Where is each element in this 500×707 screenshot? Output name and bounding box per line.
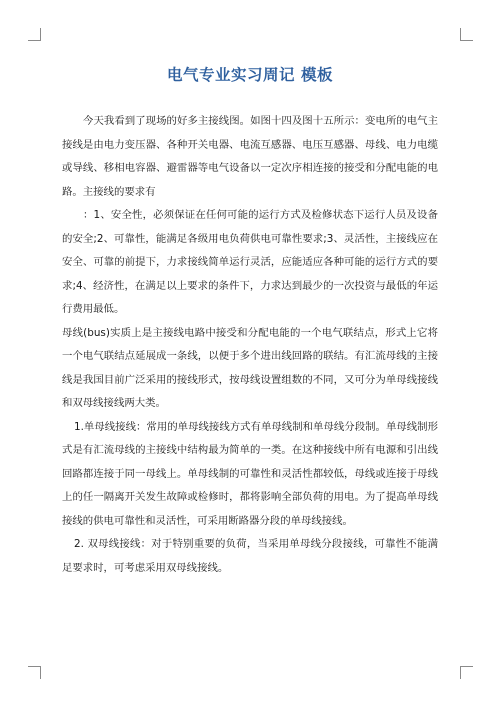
paragraph-bus: 母线(bus)实质上是主接线电路中接受和分配电能的一个电气联结点，形式上它将一个电气联结点延展成一条线，以便于多个进出线回路的联结。有汇流母线的主接线是我国目前广泛采用的接线形式，按母线设置组数的不同，又可分为单母线接线和双母线接线两大类。: [62, 326, 438, 409]
crop-mark-top-left: [28, 28, 41, 41]
crop-mark-bottom-right: [460, 666, 473, 679]
paragraph-intro: 今天我看到了现场的好多主接线图。如图十四及图十五所示：变电所的电气主接线是由电力变压器、各种开关电器、电流互感器、电压互感器、母线、电力电缆或导线、移相电容器、避雷器等电气设备以一定次序相连接的接受和分配电能的电路。主接线的要求有: [62, 115, 438, 198]
paragraph-single-bus: 1.单母线接线：常用的单母线接线方式有单母线制和单母线分段制。单母线制形式是有汇流母线的主接线中结构最为简单的一类。在这种接线中所有电源和引出线回路都连接于同一母线上。单母线制的可靠性和灵活性都较低，母线或连接于母线上的任一隔离开关发生故障或检修时，都将影响全部负荷的用电。为了提高单母线接线的供电可靠性和灵活性，可采用断路器分段的单母线接线。: [62, 420, 438, 527]
document-body: [62, 110, 438, 580]
crop-mark-top-right: [460, 28, 473, 41]
paragraph-double-bus: 2. 双母线接线：对于特别重要的负荷，当采用单母线分段接线，可靠性不能满足要求时，可考虑采用双母线接线。: [62, 538, 438, 574]
document-title: 电气专业实习周记 模板: [167, 66, 333, 84]
crop-mark-bottom-left: [28, 666, 41, 679]
paragraph-requirements: ：1、安全性，必须保证在任何可能的运行方式及检修状态下运行人员及设备的安全;2、可靠性，能满足各级用电负荷供电可靠性要求;3、灵活性，主接线应在安全、可靠的前提下，力求接线简单运行灵活，应能适应各种可能的运行方式的要求;4、经济性，在满足以上要求的条件下，力求达到最少的一次投资与最低的年运行费用最低。: [62, 209, 438, 315]
